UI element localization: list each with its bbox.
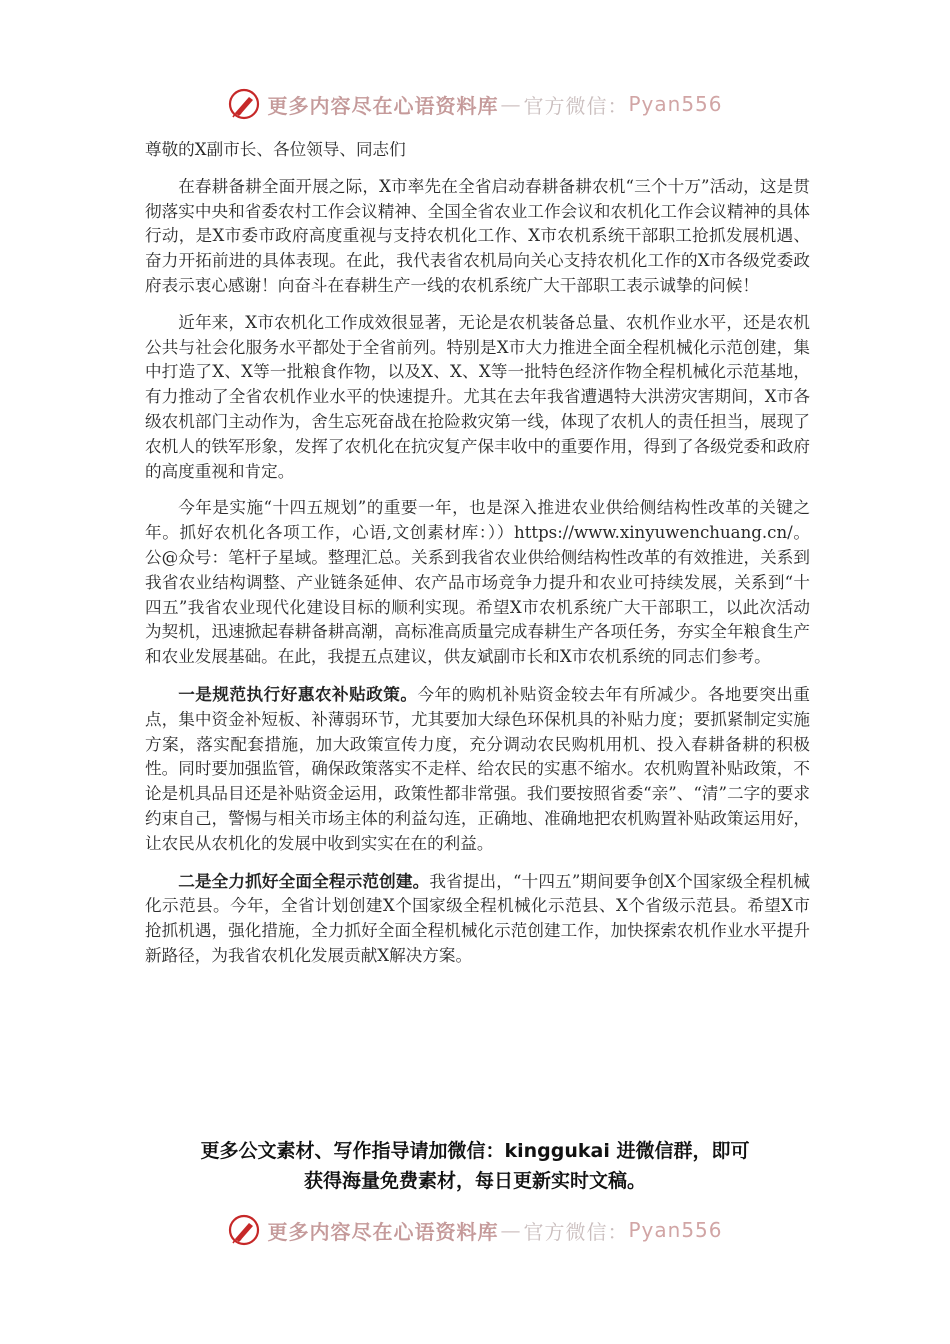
header-watermark-banner [0,84,950,124]
speech-document [145,138,810,981]
banner-account: Pyan556 [628,92,723,116]
promo-notice [100,1136,850,1196]
salutation: 尊敬的X副市长、各位领导、同志们 [145,140,406,159]
banner-brand-text: 更多内容尽在心语资料库 [267,93,499,118]
paragraph-4-body: 今年的购机补贴资金较去年有所减少。各地要突出重点，集中资金补短板、补薄弱环节，尤其要加大绿色环保机具的补贴力度；要抓紧制定实施方案，落实配套措施，加大政策宣传力度，充分调动农民购机用机、投入春耕备耕的积极性。同时要加强监管，确保政策落实不走样、给农民的实惠不缩水。农机购置补贴政策，不论是机具品目还是补贴资金运用，政策性都非常强。我们要按照省委“亲”、“清”二字的要求约束自己，警惕与相关市场主体的利益勾连，正确地、准确地把农机购置补贴政策运用好，让农民从农机化的发展中收到实实在在的利益。 [145,684,811,853]
paragraph-5 [145,869,810,969]
paragraph-4 [145,682,810,857]
paragraph-1: 在春耕备耕全面开展之际，X市率先在全省启动春耕备耕农机“三个十万”活动，这是贯彻落实中央和省委农村工作会议精神、全国全省农业工作会议和农机化工作会议精神的具体行动，是X市委市政府高度重视与支持农机化工作、X市农机系统干部职工抢抓发展机遇、奋力开拓前进的具体表现。在此，我代表省农机局向关心支持农机化工作的X市各级党委政府表示衷心感谢！向奋斗在春耕生产一线的农机系统广大干部职工表示诚挚的问候！ [145,176,810,295]
banner-dash: — [500,1218,522,1242]
paragraph-2: 近年来，X市农机化工作成效很显著，无论是农机装备总量、农机作业水平，还是农机公共与社会化服务水平都处于全省前列。特别是X市大力推进全面全程机械化示范创建，集中打造了X、X等一批粮食作物，以及X、X、X等一批特色经济作物全程机械化示范基地，有力推动了全省农机作业水平的快速提升。尤其在去年我省遭遇特大洪涝灾害期间，X市各级农机部门主动作为，舍生忘死奋战在抢险救灾第一线，体现了农机人的责任担当，展现了农机人的铁军形象，发挥了农机化在抗灾复产保丰收中的重要作用，得到了各级党委和政府的高度重视和肯定。 [145,312,810,481]
paragraph-3: 今年是实施“十四五规划”的重要一年，也是深入推进农业供给侧结构性改革的关键之年。抓好农机化各项工作，心语,文创素材库：））https://www.xinyuwenchuang.cn/。公@众号：笔杆子星域。整理汇总。关系到我省农业供给侧结构性改革的有效推进，关系到我省农业结构调整、产业链条延伸、农产品市场竞争力提升和农业可持续发展，关系到“十四五”我省农业现代化建设目标的顺利实现。希望X市农机系统广大干部职工，以此次活动为契机，迅速掀起春耕备耕高潮，高标准高质量完成春耕生产各项任务，夯实全年粮食生产和农业发展基础。在此，我提五点建议，供友斌副市长和X市农机系统的同志们参考。 [145,498,810,667]
banner-brand-text: 更多内容尽在心语资料库 [267,1219,499,1244]
footer-watermark-banner [0,1210,950,1250]
banner-dash: — [500,92,522,116]
promo-line-2: 获得海量免费素材，每日更新实时文稿。 [303,1170,646,1192]
pen-logo-icon [227,87,261,121]
pen-logo-icon [227,1213,261,1247]
banner-account: Pyan556 [628,1218,723,1242]
banner-wechat-label: 官方微信： [523,93,629,118]
banner-wechat-label: 官方微信： [523,1219,629,1244]
paragraph-4-lead: 一是规范执行好惠农补贴政策。 [178,683,418,704]
promo-line-1: 更多公文素材、写作指导请加微信：kinggukai 进微信群，即可 [200,1140,750,1162]
paragraph-5-body: 我省提出，“十四五”期间要争创X个国家级全程机械化示范县。今年，全省计划创建X个国家级全程机械化示范县、X个省级示范县。希望X市抢抓机遇，强化措施，全力抓好全面全程机械化示范创建工作，加快探索农机作业水平提升新路径，为我省农机化发展贡献X解决方案。 [145,871,810,965]
paragraph-5-lead: 二是全力抓好全面全程示范创建。 [178,870,430,891]
